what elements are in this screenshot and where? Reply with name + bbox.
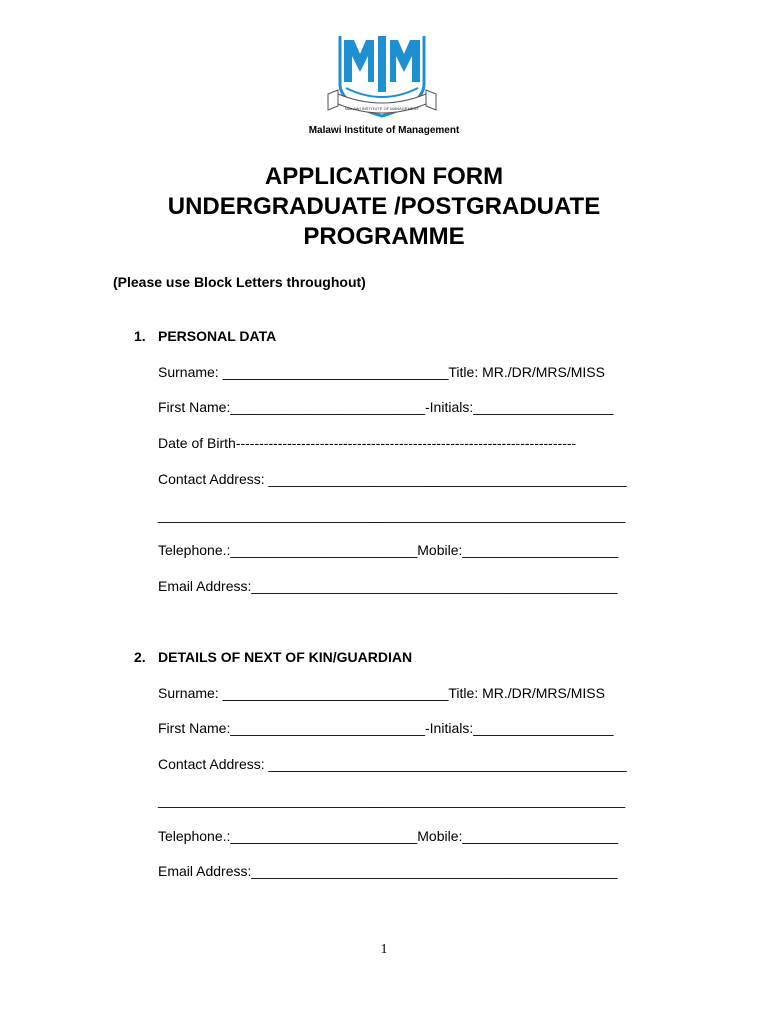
form-title-line-3: PROGRAMME	[303, 223, 465, 250]
institute-name: Malawi Institute of Management	[308, 125, 460, 136]
kin-email-field[interactable]: Email Address:_______________________________________________	[158, 863, 618, 879]
personal-contact-address-continuation[interactable]: ____________________________________________________________	[158, 507, 626, 523]
kin-contact-address-continuation[interactable]: ____________________________________________________________	[158, 792, 626, 808]
page-number: 1	[380, 942, 388, 957]
kin-first-name-initials-field[interactable]: First Name:_________________________-Initials:__________________	[158, 720, 614, 736]
mim-logo	[326, 32, 438, 122]
section-2-number: 2.	[134, 649, 146, 665]
personal-contact-address-field[interactable]: Contact Address: ______________________________________________	[158, 471, 627, 487]
section-1-title: PERSONAL DATA	[158, 328, 277, 344]
personal-date-of-birth-field[interactable]: Date of Birth-------------------------------------------------------------------------	[158, 435, 577, 451]
section-2-title: DETAILS OF NEXT OF KIN/GUARDIAN	[158, 649, 413, 665]
section-2-heading	[134, 649, 412, 665]
kin-telephone-mobile-field[interactable]: Telephone.:________________________Mobile:____________________	[158, 828, 619, 844]
logo-banner-text: MALAWI INSTITUTE OF MANAGEMENT	[345, 106, 419, 111]
section-1-heading	[134, 328, 276, 344]
kin-surname-title-field[interactable]: Surname: _____________________________Title: MR./DR/MRS/MISS	[158, 685, 605, 701]
personal-surname-title-field[interactable]: Surname: _____________________________Title: MR./DR/MRS/MISS	[158, 364, 605, 380]
kin-contact-address-field[interactable]: Contact Address: ______________________________________________	[158, 756, 627, 772]
personal-telephone-mobile-field[interactable]: Telephone.:________________________Mobile:____________________	[158, 542, 619, 558]
instruction-text: (Please use Block Letters throughout)	[113, 274, 366, 290]
personal-email-field[interactable]: Email Address:_______________________________________________	[158, 578, 618, 594]
form-title-line-2: UNDERGRADUATE /POSTGRADUATE	[167, 193, 601, 220]
form-title-line-1: APPLICATION FORM	[264, 163, 504, 190]
personal-first-name-initials-field[interactable]: First Name:_________________________-Initials:__________________	[158, 399, 614, 415]
section-1-number: 1.	[134, 328, 146, 344]
